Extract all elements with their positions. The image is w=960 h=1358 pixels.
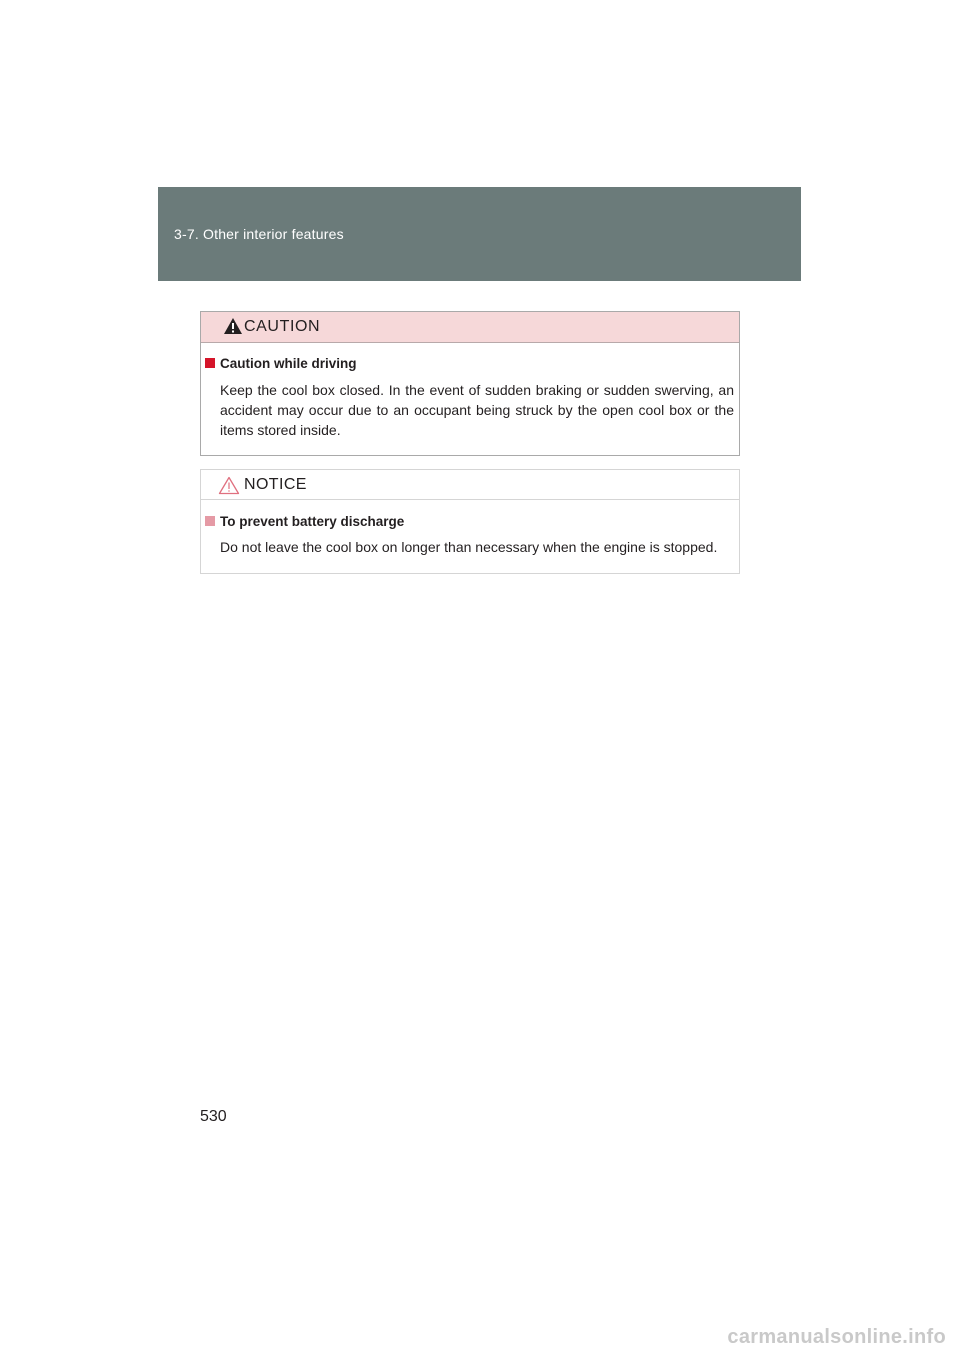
bullet-square-icon [205, 516, 215, 526]
watermark[interactable]: carmanualsonline.info [727, 1326, 946, 1348]
notice-header [201, 470, 739, 500]
bullet-square-icon [205, 358, 215, 368]
notice-title: NOTICE [244, 476, 307, 493]
notice-box [200, 469, 740, 574]
warning-triangle-icon [223, 317, 243, 335]
notice-triangle-icon [218, 476, 240, 495]
caution-box [200, 311, 740, 456]
notice-item-text: Do not leave the cool box on longer than necessary when the engine is stopped. [220, 539, 718, 555]
caution-title: CAUTION [244, 318, 321, 335]
notice-item-heading-text: To prevent battery discharge [220, 514, 405, 529]
caution-item-heading [205, 356, 357, 371]
chapter-header-band [158, 187, 801, 281]
notice-item-heading [205, 514, 404, 529]
caution-item-text: Keep the cool box closed. In the event of sudden braking or sudden swerving, an accident may occur due to an occupant being struck by the open cool box or the items stored inside. [220, 382, 734, 438]
section-label: 3-7. Other interior features [174, 226, 344, 242]
page-number: 530 [200, 1108, 227, 1125]
caution-header [201, 312, 739, 343]
caution-item-heading-text: Caution while driving [220, 356, 357, 371]
